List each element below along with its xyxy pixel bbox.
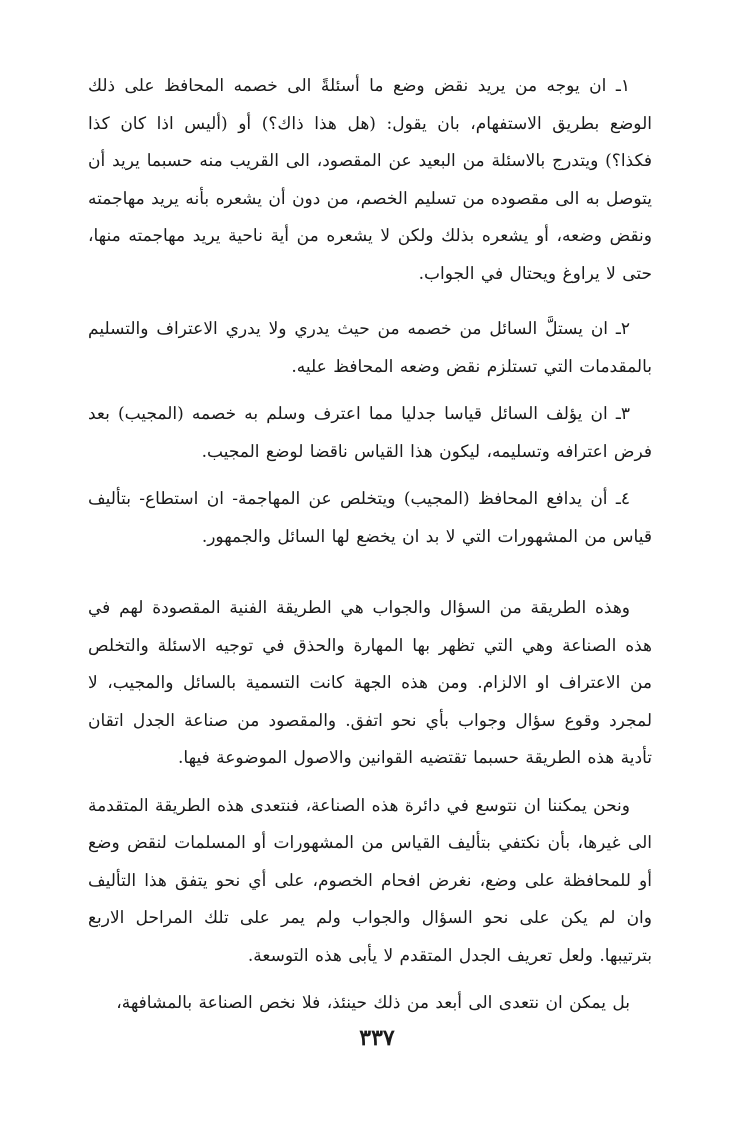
list-item-1 <box>88 68 652 293</box>
paragraph-text: ونحن يمكننا ان نتوسع في دائرة هذه الصناعة، فنتعدى هذه الطريقة المتقدمة الى غيرها، بأن نكتفي بتأليف القياس من المشهورات أو المسلمات لنقض وضع أو للمحافظة على وضع، نغرض افحام الخصوم، على أي نحو يتفق هذا التأليف وان لم يكن على نحو السؤال والجواب ولم يمر على تلك المراحل الاربع بترتيبها. ولعل تعريف الجدل المتقدم لا يأبى هذه التوسعة. <box>88 795 652 966</box>
list-item-text: أن يدافع المحافظ (المجيب) ويتخلص عن المهاجمة- ان استطاع- بتأليف قياس من المشهورات التي لا بد ان يخضع لها السائل والجمهور. <box>88 489 652 547</box>
document-page <box>88 68 652 1068</box>
paragraph-text: وهذه الطريقة من السؤال والجواب هي الطريقة الفنية المقصودة لهم في هذه الصناعة وهي التي تظهر بها المهارة والحذق في توجيه الاسئلة والتخلص من الاعتراف او الالزام. ومن هذه الجهة كانت التسمية بالسائل والمجيب، لا لمجرد وقوع سؤال وجواب بأي نحو اتفق. والمقصود من صناعة الجدل اتقان تأدية هذه الطريقة حسبما تقتضيه القوانين والاصول الموضوعة فيها. <box>88 598 652 768</box>
list-item-number: ٢ـ <box>615 319 631 339</box>
list-item-text: ان يستلَّ السائل من خصمه من حيث يدري ولا يدري الاعتراف والتسليم بالمقدمات التي تستلزم نقض وضعه المحافظ عليه. <box>88 319 652 377</box>
body-paragraph-1 <box>88 590 652 778</box>
list-item-3 <box>88 396 652 471</box>
list-item-text: ان يؤلف السائل قياسا جدليا مما اعترف وسلم به خصمه (المجيب) بعد فرض اعترافه وتسليمه، ليكون هذا القياس ناقضا لوضع المجيب. <box>88 404 652 462</box>
list-item-number: ٣ـ <box>615 404 631 424</box>
list-item-number: ٤ـ <box>615 489 631 509</box>
body-paragraph-2 <box>88 788 652 976</box>
list-item-text: ان يوجه من يريد نقض وضع ما أسئلةً الى خصمه المحافظ على ذلك الوضع بطريق الاستفهام، بان يقول: (هل هذا ذاك؟) أو (أليس اذا كان كذا فكذا؟) ويتدرج بالاسئلة من البعيد عن المقصود، الى القريب منه حسبما يريد أن يتوصل به الى مقصوده من تسليم الخصم، من دون أن يشعره بأنه يريد مهاجمته ونقض وضعه، أو يشعره بذلك ولكن لا يشعره من أية ناحية يريد مهاجمته منها، حتى لا يراوغ ويحتال في الجواب. <box>88 76 652 284</box>
list-item-4 <box>88 481 652 556</box>
list-item-number: ١ـ <box>615 76 630 96</box>
paragraph-text: بل يمكن ان نتعدى الى أبعد من ذلك حينئذ، فلا نخص الصناعة بالمشافهة، <box>116 993 630 1013</box>
page-number: ٣٣٧ <box>359 1025 395 1051</box>
body-paragraph-3 <box>88 985 652 1023</box>
list-item-2 <box>88 311 652 386</box>
